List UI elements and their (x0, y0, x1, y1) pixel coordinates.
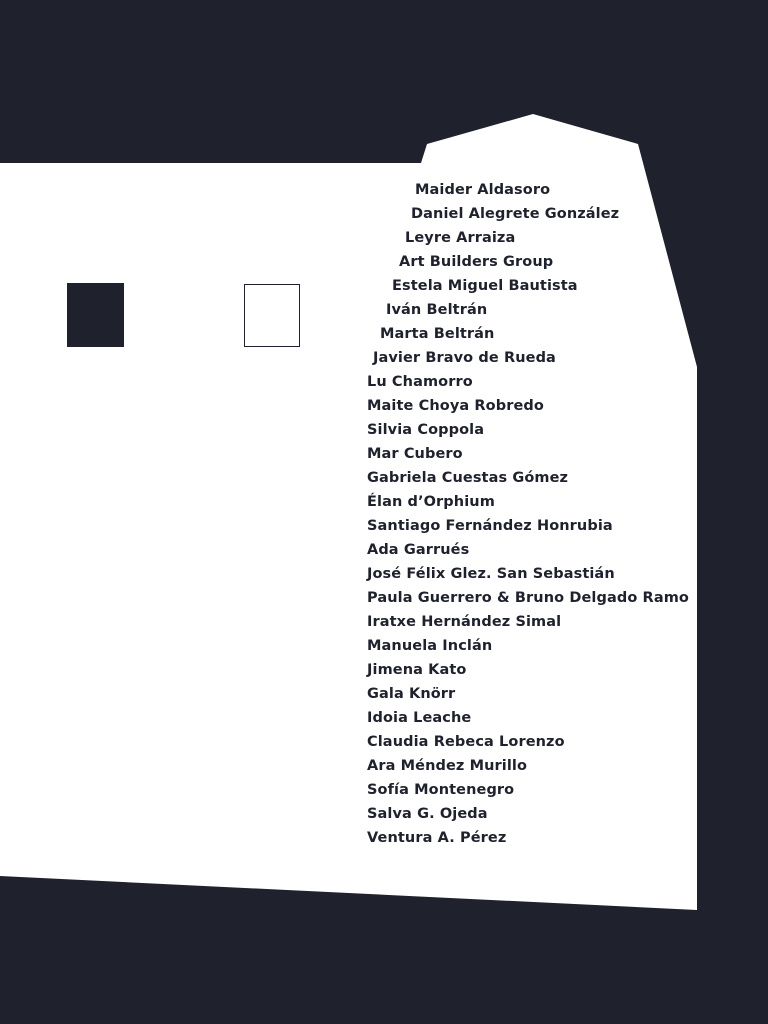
list-item: Santiago Fernández Honrubia (367, 518, 613, 534)
list-item: Maider Aldasoro (415, 182, 551, 198)
list-item: Ada Garrués (367, 542, 470, 558)
list-item: Marta Beltrán (380, 326, 495, 342)
list-item: Gala Knörr (367, 686, 456, 702)
list-item: Manuela Inclán (367, 638, 493, 654)
list-item: Claudia Rebeca Lorenzo (367, 734, 565, 750)
list-item: Leyre Arraiza (405, 230, 516, 246)
list-item: Javier Bravo de Rueda (373, 350, 556, 366)
list-item: Mar Cubero (367, 446, 463, 462)
list-item: Élan d’Orphium (367, 494, 495, 510)
outline-square-icon (244, 284, 300, 347)
list-item: Gabriela Cuestas Gómez (367, 470, 569, 486)
list-item: Jimena Kato (367, 662, 467, 678)
list-item: Iván Beltrán (386, 302, 488, 318)
list-item: José Félix Glez. San Sebastián (367, 566, 615, 582)
list-item: Sofía Montenegro (367, 782, 515, 798)
list-item: Idoia Leache (367, 710, 472, 726)
list-item: Paula Guerrero & Bruno Delgado Ramo (367, 590, 689, 606)
list-item: Silvia Coppola (367, 422, 485, 438)
list-item: Daniel Alegrete González (411, 206, 620, 222)
list-item: Estela Miguel Bautista (392, 278, 578, 294)
list-item: Iratxe Hernández Simal (367, 614, 562, 630)
list-item: Art Builders Group (399, 254, 554, 270)
list-item: Salva G. Ojeda (367, 806, 488, 822)
filled-square-icon (67, 283, 124, 347)
list-item: Lu Chamorro (367, 374, 473, 390)
white-sheet (0, 114, 697, 910)
list-item: Ventura A. Pérez (367, 830, 507, 846)
list-item: Maite Choya Robredo (367, 398, 544, 414)
list-item: Ara Méndez Murillo (367, 758, 528, 774)
